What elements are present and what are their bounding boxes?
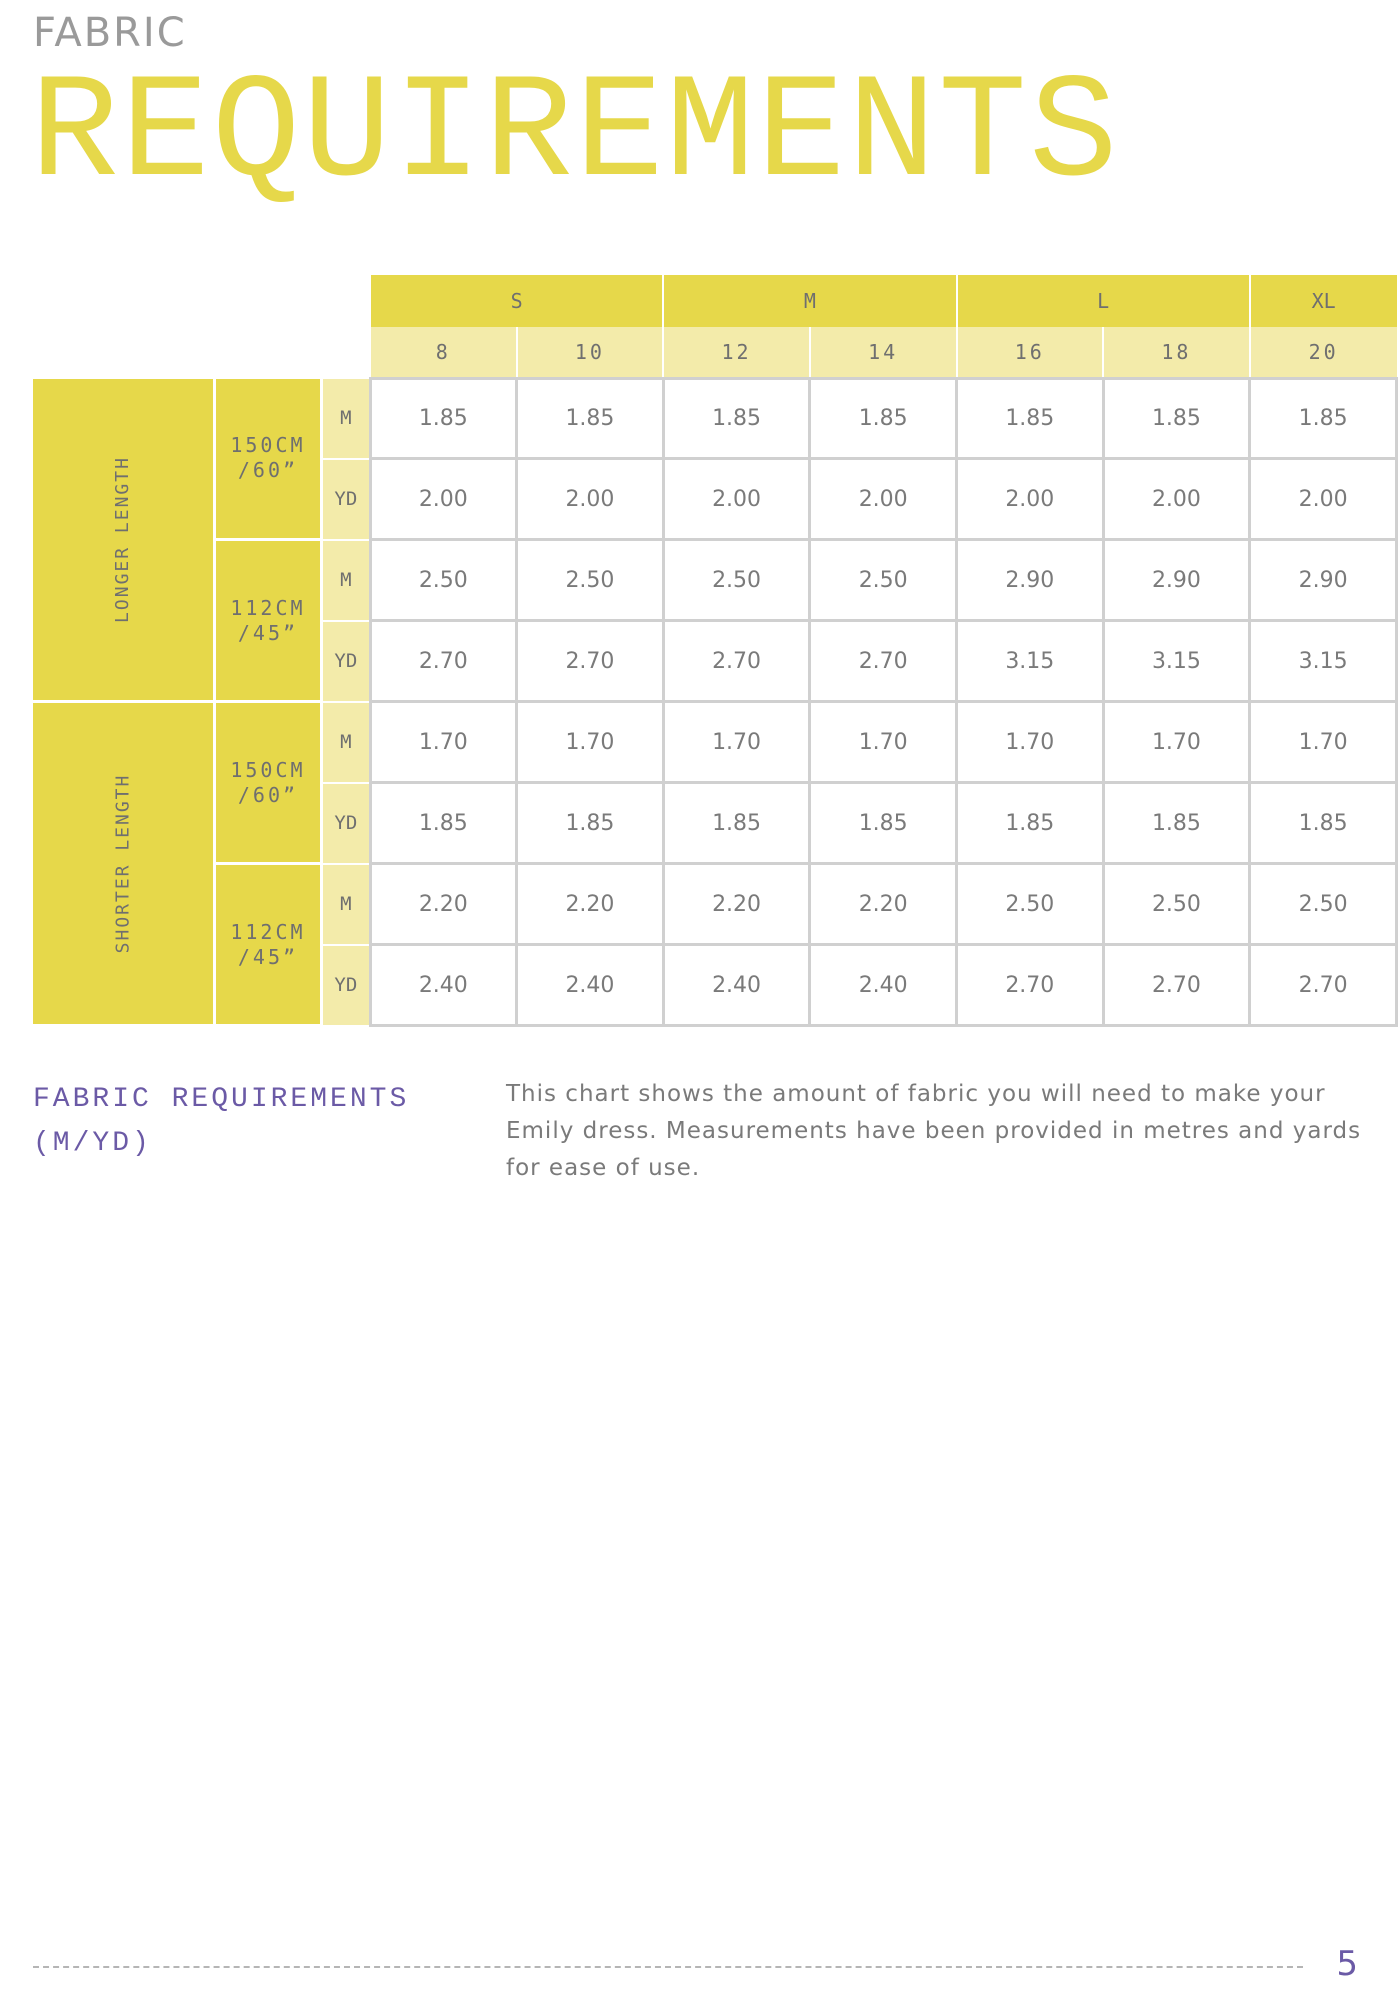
group-label-text: LONGER LENGTH [112,455,134,623]
value-cell: 3.15 [957,621,1104,702]
size-8: 8 [370,327,517,379]
value-cell: 3.15 [1103,621,1250,702]
value-cell: 2.70 [810,621,957,702]
value-cell: 1.70 [370,702,517,783]
value-cell: 2.20 [663,864,810,945]
value-cell: 2.00 [517,459,664,540]
corner-blank [33,327,370,379]
value-cell: 1.85 [663,783,810,864]
fabric-width-cm: 112CM [230,919,306,944]
value-cell: 2.50 [1103,864,1250,945]
value-cell: 1.85 [810,379,957,459]
footer-dashed-rule [33,1966,1303,1968]
fabric-width-cm: 150CM [230,757,306,782]
fabric-width-cell [214,379,321,540]
value-cell: 2.20 [517,864,664,945]
page-number: 5 [1336,1944,1358,1984]
value-cell: 1.85 [370,783,517,864]
value-cell: 1.85 [1103,379,1250,459]
value-cell: 1.85 [957,783,1104,864]
size-14: 14 [810,327,957,379]
value-cell: 1.85 [370,379,517,459]
value-cell: 2.00 [957,459,1104,540]
size-group-header-row [33,275,1397,327]
caption-body: This chart shows the amount of fabric you will need to make your Emily dress. Measurements have been provided in metres and yards for ease of use. [506,1081,1362,1181]
fabric-width-in: /45” [237,620,299,645]
value-cell: 1.70 [517,702,664,783]
value-cell: 1.85 [663,379,810,459]
group-label-text: SHORTER LENGTH [112,773,134,954]
value-cell: 1.70 [810,702,957,783]
size-12: 12 [663,327,810,379]
size-group-xl: XL [1250,275,1397,327]
value-cell: 2.40 [517,945,664,1026]
table-row [33,379,1397,459]
unit-label: YD [322,783,370,864]
fabric-width-cell [214,702,321,864]
corner-blank [33,275,370,327]
value-cell: 1.70 [1250,702,1397,783]
value-cell: 2.70 [957,945,1104,1026]
size-16: 16 [957,327,1104,379]
value-cell: 2.50 [517,540,664,621]
value-cell: 1.85 [1250,783,1397,864]
value-cell: 1.85 [517,783,664,864]
value-cell: 2.40 [663,945,810,1026]
size-group-m: M [663,275,956,327]
fabric-width-in: /45” [237,944,299,969]
size-group-l: L [957,275,1250,327]
table-row [33,540,1397,621]
size-group-s: S [370,275,663,327]
value-cell: 2.20 [810,864,957,945]
table-row [33,864,1397,945]
fabric-requirements-table [33,275,1398,1027]
value-cell: 1.70 [957,702,1104,783]
value-cell: 2.50 [957,864,1104,945]
size-10: 10 [517,327,664,379]
value-cell: 2.70 [370,621,517,702]
value-cell: 2.70 [1103,945,1250,1026]
value-cell: 1.85 [1250,379,1397,459]
value-cell: 1.85 [957,379,1104,459]
value-cell: 2.90 [1250,540,1397,621]
fabric-width-cm: 112CM [230,595,306,620]
value-cell: 2.50 [663,540,810,621]
value-cell: 2.50 [810,540,957,621]
value-cell: 1.70 [663,702,810,783]
value-cell: 1.85 [1103,783,1250,864]
fabric-width-cm: 150CM [230,433,306,458]
value-cell: 1.70 [1103,702,1250,783]
caption-title: FABRIC REQUIREMENTS (M/YD) [33,1084,410,1159]
value-cell: 2.50 [370,540,517,621]
value-cell: 2.70 [517,621,664,702]
value-cell: 2.20 [370,864,517,945]
table-row [33,702,1397,783]
unit-label: YD [322,945,370,1026]
fabric-width-in: /60” [237,782,299,807]
fabric-width-cell [214,540,321,702]
value-cell: 2.90 [1103,540,1250,621]
unit-label: M [322,864,370,945]
value-cell: 1.85 [810,783,957,864]
value-cell: 2.70 [1250,945,1397,1026]
group-label-longer-length [33,379,214,702]
size-18: 18 [1103,327,1250,379]
value-cell: 1.85 [517,379,664,459]
fabric-width-in: /60” [237,458,299,483]
size-20: 20 [1250,327,1397,379]
unit-label: M [322,379,370,459]
value-cell: 2.50 [1250,864,1397,945]
value-cell: 2.00 [810,459,957,540]
unit-label: M [322,540,370,621]
eyebrow-heading: FABRIC [33,10,187,56]
value-cell: 2.00 [663,459,810,540]
group-label-shorter-length [33,702,214,1026]
value-cell: 2.70 [663,621,810,702]
unit-label: YD [322,459,370,540]
size-number-header-row [33,327,1397,379]
page-title: REQUIREMENTS [30,52,1120,219]
fabric-width-cell [214,864,321,1026]
unit-label: M [322,702,370,783]
value-cell: 2.00 [1250,459,1397,540]
value-cell: 3.15 [1250,621,1397,702]
value-cell: 2.40 [810,945,957,1026]
unit-label: YD [322,621,370,702]
value-cell: 2.00 [1103,459,1250,540]
value-cell: 2.40 [370,945,517,1026]
value-cell: 2.90 [957,540,1104,621]
value-cell: 2.00 [370,459,517,540]
